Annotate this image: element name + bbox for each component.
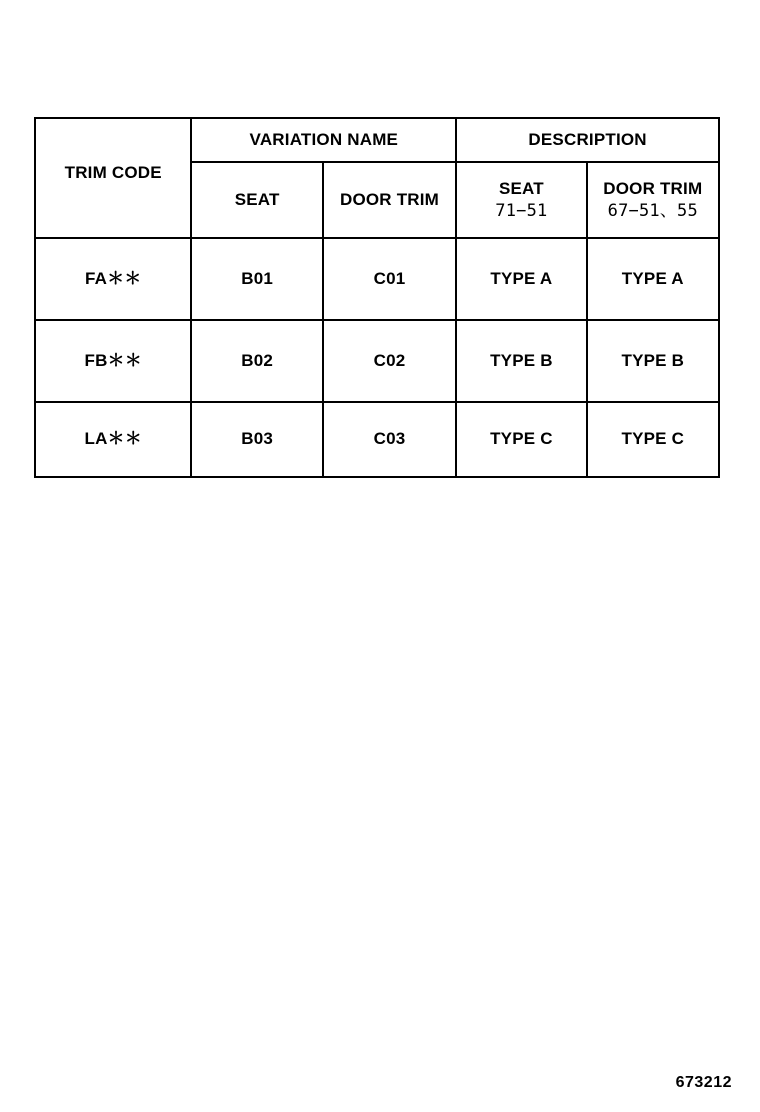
header-description-seat xyxy=(456,162,586,238)
header-row-top xyxy=(35,118,719,162)
door-trim-description-cell: TYPE C xyxy=(587,402,719,477)
header-variation-name: VARIATION NAME xyxy=(191,118,456,162)
table-row xyxy=(35,238,719,320)
description-seat-label: SEAT xyxy=(498,178,544,198)
trim-code-cell: FB＊＊ xyxy=(35,320,191,402)
description-seat-part-number: 71−51 xyxy=(495,201,548,221)
description-door-trim-label: DOOR TRIM xyxy=(603,178,703,198)
description-door-trim-part-number: 67−51、55 xyxy=(607,201,698,221)
door-trim-description-cell: TYPE B xyxy=(587,320,719,402)
door-trim-description-cell: TYPE A xyxy=(587,238,719,320)
seat-variation-cell: B03 xyxy=(191,402,322,477)
seat-variation-cell: B01 xyxy=(191,238,322,320)
door-trim-variation-cell: C02 xyxy=(323,320,456,402)
trim-variation-table xyxy=(34,117,720,478)
header-description-door-trim xyxy=(587,162,719,238)
table-row xyxy=(35,320,719,402)
door-trim-variation-cell: C01 xyxy=(323,238,456,320)
seat-description-cell: TYPE A xyxy=(456,238,586,320)
seat-description-cell: TYPE B xyxy=(456,320,586,402)
figure-id: 673212 xyxy=(675,1074,732,1091)
header-variation-door-trim: DOOR TRIM xyxy=(323,162,456,238)
header-description: DESCRIPTION xyxy=(456,118,719,162)
header-variation-seat: SEAT xyxy=(191,162,322,238)
header-trim-code: TRIM CODE xyxy=(35,118,191,238)
table-row xyxy=(35,402,719,477)
trim-code-cell: FA＊＊ xyxy=(35,238,191,320)
seat-description-cell: TYPE C xyxy=(456,402,586,477)
trim-code-cell: LA＊＊ xyxy=(35,402,191,477)
seat-variation-cell: B02 xyxy=(191,320,322,402)
door-trim-variation-cell: C03 xyxy=(323,402,456,477)
